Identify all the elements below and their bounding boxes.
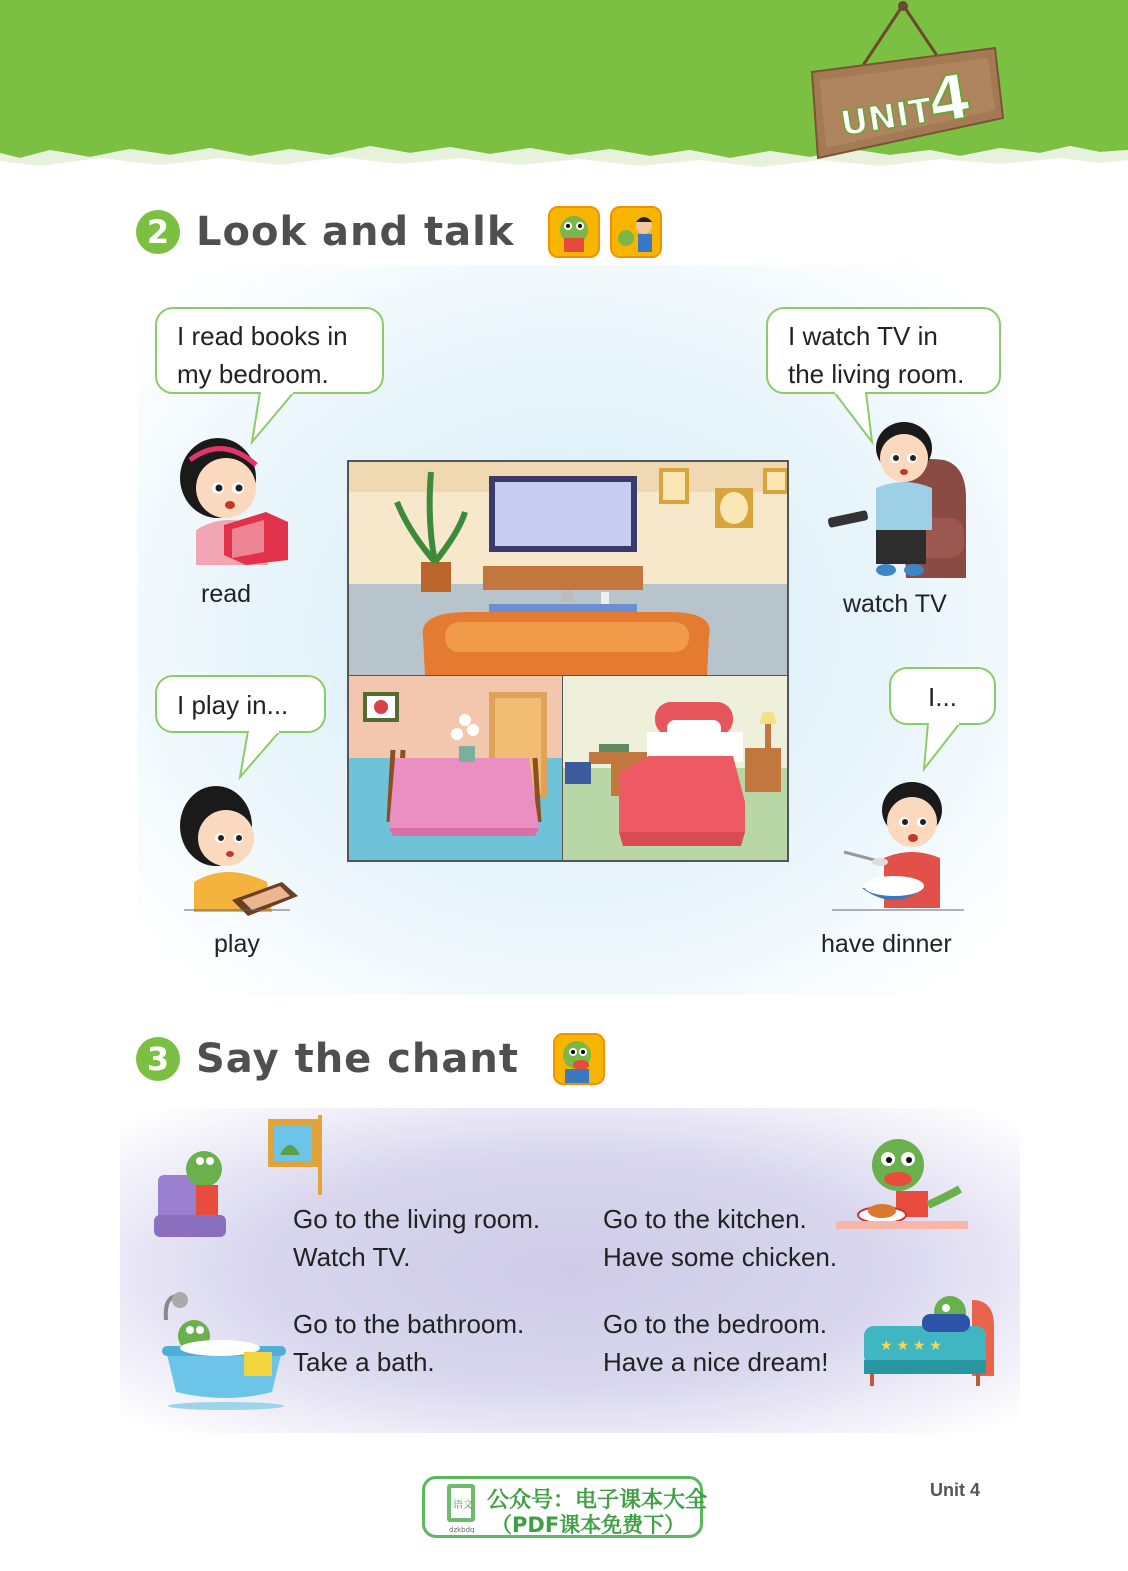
chant-line: Have a nice dream! xyxy=(603,1347,829,1377)
caption-watch-tv: watch TV xyxy=(843,590,947,618)
svg-text:★ ★ ★ ★: ★ ★ ★ ★ xyxy=(880,1337,942,1353)
chant-line: Go to the living room. xyxy=(293,1204,541,1234)
house-rooms-illustration xyxy=(349,462,787,860)
unit-word: UNIT xyxy=(837,90,935,145)
watermark-box xyxy=(422,1476,708,1538)
dino-talk-icon xyxy=(548,206,600,258)
section-number: 3 xyxy=(136,1037,180,1081)
boy-having-dinner-illustration xyxy=(832,780,967,915)
chant-line: Take a bath. xyxy=(293,1347,435,1377)
section-number: 2 xyxy=(136,210,180,254)
bubble-line: I watch TV in xyxy=(788,321,938,351)
girl-playing-illustration xyxy=(172,782,302,922)
caption-play: play xyxy=(214,930,260,958)
textbook-logo-icon xyxy=(443,1482,483,1534)
unit-sign xyxy=(800,0,1010,170)
section-say-the-chant-heading xyxy=(136,1033,605,1085)
pair-talk-icon xyxy=(610,206,662,258)
dino-bedroom-illustration xyxy=(860,1290,1000,1390)
chant-line: Watch TV. xyxy=(293,1242,411,1272)
house-scene xyxy=(347,460,789,862)
bubble-line: I read books in xyxy=(177,321,348,351)
speech-bubble-dinner xyxy=(889,667,996,725)
speech-bubble-watch-tv xyxy=(766,307,1001,394)
speech-bubble-play xyxy=(155,675,326,733)
bubble-line: I... xyxy=(928,682,957,712)
dino-chant-icon xyxy=(553,1033,605,1085)
bubble-tail xyxy=(238,729,288,781)
speech-bubble-read xyxy=(155,307,384,394)
watermark-line1: 公众号：电子课本大全 xyxy=(487,1488,708,1513)
logo-subtext: dzkbdq xyxy=(449,1526,475,1534)
watermark-line2: （PDF课本免费下） xyxy=(491,1513,686,1537)
unit-number: 4 xyxy=(922,59,977,139)
section-look-and-talk-heading xyxy=(136,206,662,258)
bubble-line: I play in... xyxy=(177,690,289,720)
bubble-tail xyxy=(922,721,968,773)
section-title: Say the chant xyxy=(196,1036,519,1082)
bubble-line: my bedroom. xyxy=(177,359,329,389)
chant-line: Go to the bedroom. xyxy=(603,1309,828,1339)
bubble-line: the living room. xyxy=(788,359,965,389)
dino-bathroom-illustration xyxy=(160,1290,300,1410)
caption-have-dinner: have dinner xyxy=(821,930,952,958)
chant-line: Go to the kitchen. xyxy=(603,1204,807,1234)
chant-line: Go to the bathroom. xyxy=(293,1309,525,1339)
boy-watching-tv-illustration xyxy=(824,418,974,583)
girl-reading-illustration xyxy=(168,430,298,565)
dino-kitchen-illustration xyxy=(836,1135,971,1235)
caption-read: read xyxy=(201,580,252,608)
logo-text: 语文 xyxy=(453,1500,473,1511)
section-title: Look and talk xyxy=(196,209,515,255)
page-label: Unit 4 xyxy=(930,1480,981,1500)
chant-line: Have some chicken. xyxy=(603,1242,838,1272)
